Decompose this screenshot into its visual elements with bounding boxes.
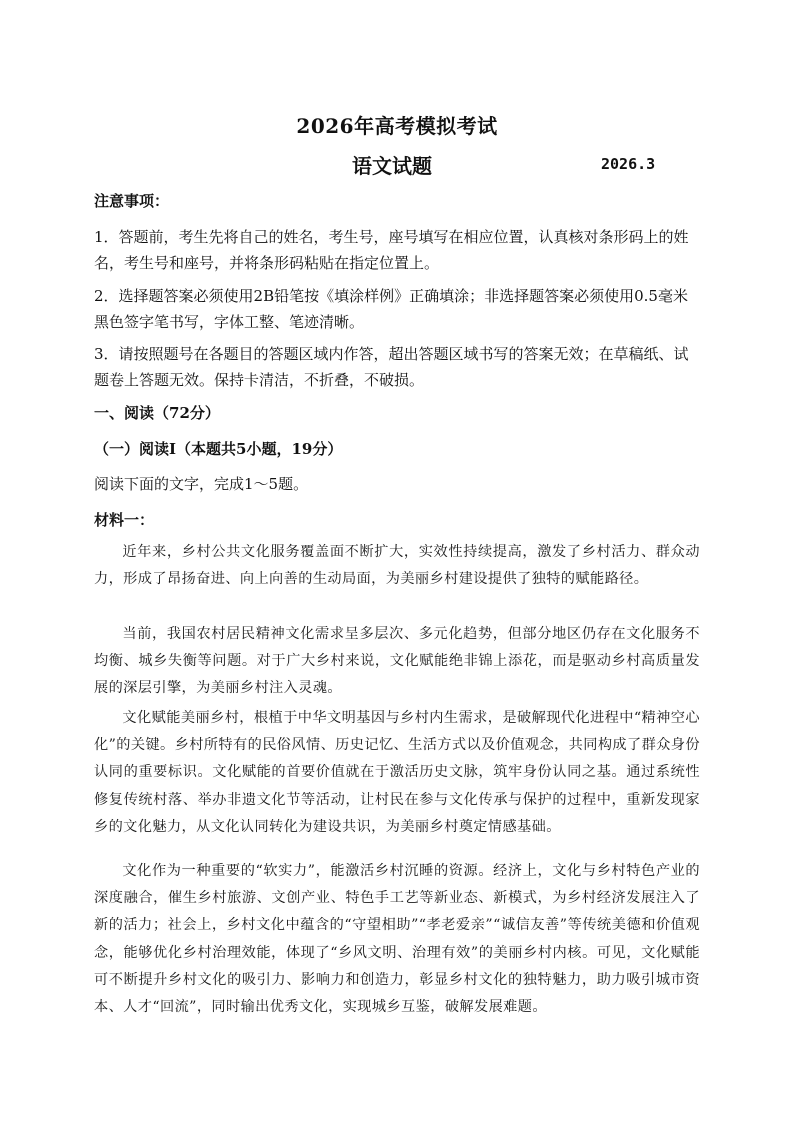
notice-heading: 注意事项： <box>94 192 170 210</box>
notice-item-2: 2．选择题答案必须使用2B铅笔按《填涂样例》正确填涂；非选择题答案必须使用0.5毫米黑色签字笔书写，字体工整、笔迹清晰。 <box>94 287 688 331</box>
material-paragraph-2: 当前，我国农村居民精神文化需求呈多层次、多元化趋势，但部分地区仍存在文化服务不均衡、城乡失衡等问题。对于广大乡村来说，文化赋能绝非锦上添花，而是驱动乡村高质量发展的深层引擎，为美丽乡村注入灵魂。 <box>94 626 700 697</box>
exam-title: 2026年高考模拟考试 <box>296 114 498 138</box>
section-instruction: 阅读下面的文字，完成1～5题。 <box>94 475 309 493</box>
exam-subtitle: 语文试题 <box>352 154 432 178</box>
material-paragraph-4: 文化作为一种重要的“软实力”，能激活乡村沉睡的资源。经济上，文化与乡村特色产业的深度融合，催生乡村旅游、文创产业、特色手工艺等新业态、新模式，为乡村经济发展注入了新的活力；社会上，乡村文化中蕴含的“守望相助”“孝老爱亲”“诚信友善”等传统美德和价值观念，能够优化乡村治理效能，体现了“乡风文明、治理有效”的美丽乡村内核。可见，文化赋能可不断提升乡村文化的吸引力、影响力和创造力，彰显乡村文化的独特魅力，助力吸引城市资本、人才“回流”，同时输出优秀文化，实现城乡互鉴，破解发展难题。 <box>94 863 700 1016</box>
section-heading: 一、阅读（72分） <box>94 404 220 422</box>
section-subheading: （一）阅读Ⅰ（本题共5小题，19分） <box>94 440 343 458</box>
material-label: 材料一： <box>94 511 155 529</box>
notice-item-3: 3．请按照题号在各题目的答题区域内作答，超出答题区域书写的答案无效；在草稿纸、试题卷上答题无效。保持卡清洁，不折叠，不破损。 <box>94 345 689 389</box>
exam-date: 2026.3 <box>601 155 656 173</box>
notice-item-1: 1．答题前，考生先将自己的姓名，考生号，座号填写在相应位置，认真核对条形码上的姓名，考生号和座号，并将条形码粘贴在指定位置上。 <box>94 228 689 272</box>
material-paragraph-1: 近年来，乡村公共文化服务覆盖面不断扩大，实效性持续提高，激发了乡村活力、群众动力，形成了昂扬奋进、向上向善的生动局面，为美丽乡村建设提供了独特的赋能路径。 <box>94 544 700 588</box>
material-paragraph-3: 文化赋能美丽乡村，根植于中华文明基因与乡村内生需求，是破解现代化进程中“精神空心化”的关键。乡村所特有的民俗风情、历史记忆、生活方式以及价值观念，共同构成了群众身份认同的重要标识。文化赋能的首要价值就在于激活历史文脉，筑牢身份认同之基。通过系统性修复传统村落、举办非遗文化节等活动，让村民在参与文化传承与保护的过程中，重新发现家乡的文化魅力，从文化认同转化为建设共识，为美丽乡村奠定情感基础。 <box>94 710 700 835</box>
